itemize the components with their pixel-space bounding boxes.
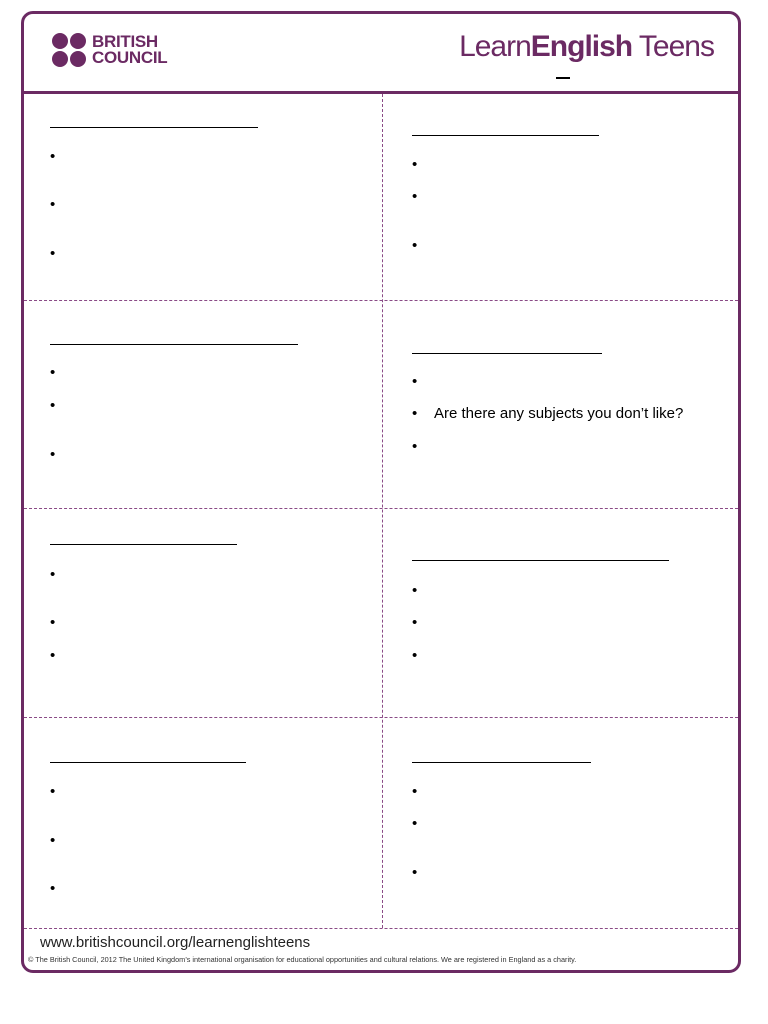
british-council-wordmark: BRITISH COUNCIL: [92, 32, 168, 67]
title-blank: [412, 762, 591, 763]
british-council-dots-icon: [52, 33, 86, 67]
title-blank: [50, 762, 246, 763]
card-7: • • •: [24, 718, 382, 928]
worksheet-frame: [21, 11, 741, 973]
footer-url[interactable]: www.britishcouncil.org/learnenglishteens: [40, 934, 311, 951]
card-6: • • •: [383, 509, 741, 717]
card-1: • • •: [24, 94, 382, 300]
title-blank: [50, 544, 237, 545]
card-8: • • •: [383, 718, 741, 928]
card-3: • • •: [24, 301, 382, 508]
title-blank: [50, 127, 258, 128]
header-dash: [556, 77, 570, 79]
card-grid: [24, 94, 738, 928]
learnenglish-teens-logo: LearnEnglish Teens: [459, 30, 714, 63]
header: [24, 14, 738, 94]
footer-copyright: © The British Council, 2012 The United Kingdom’s international organisation for educational opportunities and cultural relations. We are registered in England as a charity.: [28, 955, 577, 964]
card-4: • • Are there any subjects you don’t like? •: [383, 301, 741, 508]
title-blank: [412, 135, 599, 136]
title-blank: [50, 344, 298, 345]
card-2: • • •: [383, 94, 741, 300]
card-5: • • •: [24, 509, 382, 717]
british-council-logo: [52, 33, 167, 67]
title-blank: [412, 560, 669, 561]
title-blank: [412, 353, 602, 354]
footer: [24, 928, 738, 973]
